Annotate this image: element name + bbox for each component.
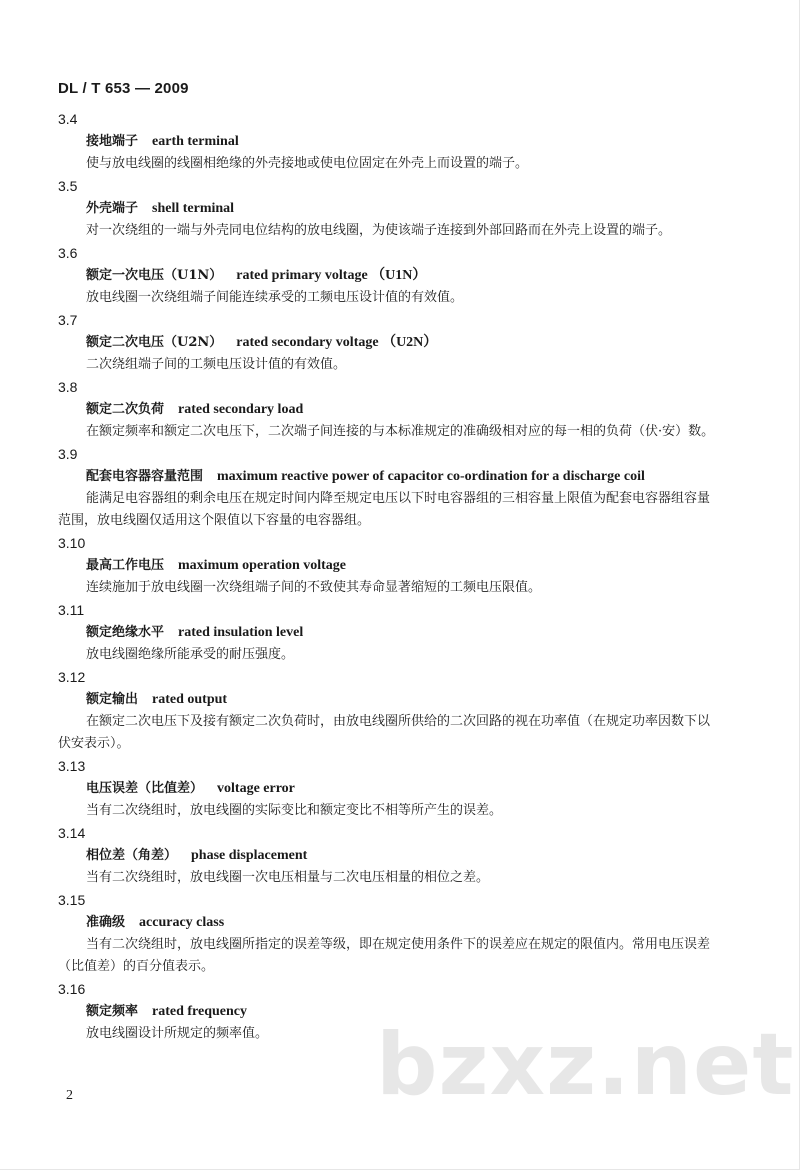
term-chinese: 相位差（角差） <box>86 848 178 863</box>
clause-number: 3.4 <box>58 111 78 127</box>
term-english: accuracy class <box>139 915 225 930</box>
page-number: 2 <box>66 1088 73 1103</box>
term-definition: 二次绕组端子间的工频电压设计值的有效值。 <box>86 357 347 372</box>
term-title <box>86 332 800 354</box>
clause-number: 3.11 <box>58 602 85 618</box>
clause-number: 3.16 <box>58 981 86 997</box>
term-english: rated output <box>152 692 228 707</box>
term-definition: 能满足电容器组的剩余电压在规定时间内降至规定电压以下时电容器组的三相容量上限值为配套电容器组容量范围，放电线圈仅适用这个限值以下容量的电容器组。 <box>58 491 711 528</box>
clause-number: 3.5 <box>58 178 78 194</box>
clause-number: 3.14 <box>58 825 86 841</box>
term-title <box>86 399 800 421</box>
term-title <box>86 912 800 934</box>
clause-number: 3.10 <box>58 535 86 551</box>
term-english: earth terminal <box>152 134 239 149</box>
term-title <box>86 689 800 711</box>
clause-number: 3.7 <box>58 312 78 328</box>
term-chinese: 接地端子 <box>86 134 139 149</box>
term-entry-3-14 <box>0 822 800 889</box>
standard-code-header: DL / T 653 — 2009 <box>58 80 189 97</box>
term-english: rated secondary voltage （U2N） <box>236 335 438 350</box>
term-english: phase displacement <box>191 848 308 863</box>
term-chinese: 额定频率 <box>86 1004 139 1019</box>
term-definition: 放电线圈一次绕组端子间能连续承受的工频电压设计值的有效值。 <box>86 290 464 305</box>
term-chinese: 准确级 <box>86 915 126 930</box>
term-chinese: 额定二次负荷 <box>86 402 165 417</box>
term-title <box>86 198 800 220</box>
term-english: rated insulation level <box>178 625 304 640</box>
term-chinese: 额定绝缘水平 <box>86 625 165 640</box>
term-title <box>86 555 800 577</box>
clause-number: 3.8 <box>58 379 78 395</box>
term-definition: 放电线圈绝缘所能承受的耐压强度。 <box>86 647 295 662</box>
term-chinese: 额定一次电压（U1N） <box>86 268 223 283</box>
term-entry-3-12 <box>0 666 800 755</box>
term-entry-3-8 <box>0 376 800 443</box>
terms-list <box>0 108 800 1045</box>
term-title <box>86 845 800 867</box>
term-chinese: 额定输出 <box>86 692 139 707</box>
term-entry-3-6 <box>0 242 800 309</box>
term-chinese: 额定二次电压（U2N） <box>86 335 223 350</box>
watermark: bzxz.net <box>376 1015 795 1115</box>
term-definition: 当有二次绕组时，放电线圈所指定的误差等级，即在规定使用条件下的误差应在规定的限值内。常用电压误差（比值差）的百分值表示。 <box>58 937 711 974</box>
term-entry-3-10 <box>0 532 800 599</box>
term-title <box>86 131 800 153</box>
term-definition: 在额定二次电压下及接有额定二次负荷时，由放电线圈所供给的二次回路的视在功率值（在规定功率因数下以伏安表示）。 <box>58 714 711 751</box>
term-entry-3-5 <box>0 175 800 242</box>
term-title <box>86 622 800 644</box>
term-chinese: 电压误差（比值差） <box>86 781 204 796</box>
term-chinese: 外壳端子 <box>86 201 139 216</box>
term-english: maximum reactive power of capacitor co-ordination for a discharge coil <box>217 469 645 484</box>
term-definition: 对一次绕组的一端与外壳同电位结构的放电线圈，为使该端子连接到外部回路而在外壳上设置的端子。 <box>86 223 672 238</box>
term-entry-3-9 <box>0 443 800 532</box>
term-definition: 当有二次绕组时，放电线圈的实际变比和额定变比不相等所产生的误差。 <box>86 803 503 818</box>
clause-number: 3.13 <box>58 758 86 774</box>
term-chinese: 最高工作电压 <box>86 558 165 573</box>
term-chinese: 配套电容器容量范围 <box>86 469 204 484</box>
term-english: rated secondary load <box>178 402 304 417</box>
clause-number: 3.9 <box>58 446 78 462</box>
term-english: rated frequency <box>152 1004 248 1019</box>
term-title <box>86 265 800 287</box>
term-definition: 放电线圈设计所规定的频率值。 <box>86 1026 269 1041</box>
clause-number: 3.15 <box>58 892 86 908</box>
term-title <box>86 778 800 800</box>
term-entry-3-7 <box>0 309 800 376</box>
term-entry-3-4 <box>0 108 800 175</box>
term-english: voltage error <box>217 781 295 796</box>
term-definition: 当有二次绕组时，放电线圈一次电压相量与二次电压相量的相位之差。 <box>86 870 490 885</box>
term-english: shell terminal <box>152 201 235 216</box>
clause-number: 3.6 <box>58 245 78 261</box>
term-english: rated primary voltage （U1N） <box>236 268 427 283</box>
term-entry-3-11 <box>0 599 800 666</box>
term-definition: 连续施加于放电线圈一次绕组端子间的不致使其寿命显著缩短的工频电压限值。 <box>86 580 542 595</box>
term-english: maximum operation voltage <box>178 558 346 573</box>
term-title <box>86 466 800 488</box>
term-definition: 使与放电线圈的线圈相绝缘的外壳接地或使电位固定在外壳上而设置的端子。 <box>86 156 529 171</box>
term-definition: 在额定频率和额定二次电压下，二次端子间连接的与本标准规定的准确级相对应的每一相的负荷（伏·安）数。 <box>86 424 715 439</box>
clause-number: 3.12 <box>58 669 86 685</box>
term-entry-3-13 <box>0 755 800 822</box>
term-entry-3-15 <box>0 889 800 978</box>
